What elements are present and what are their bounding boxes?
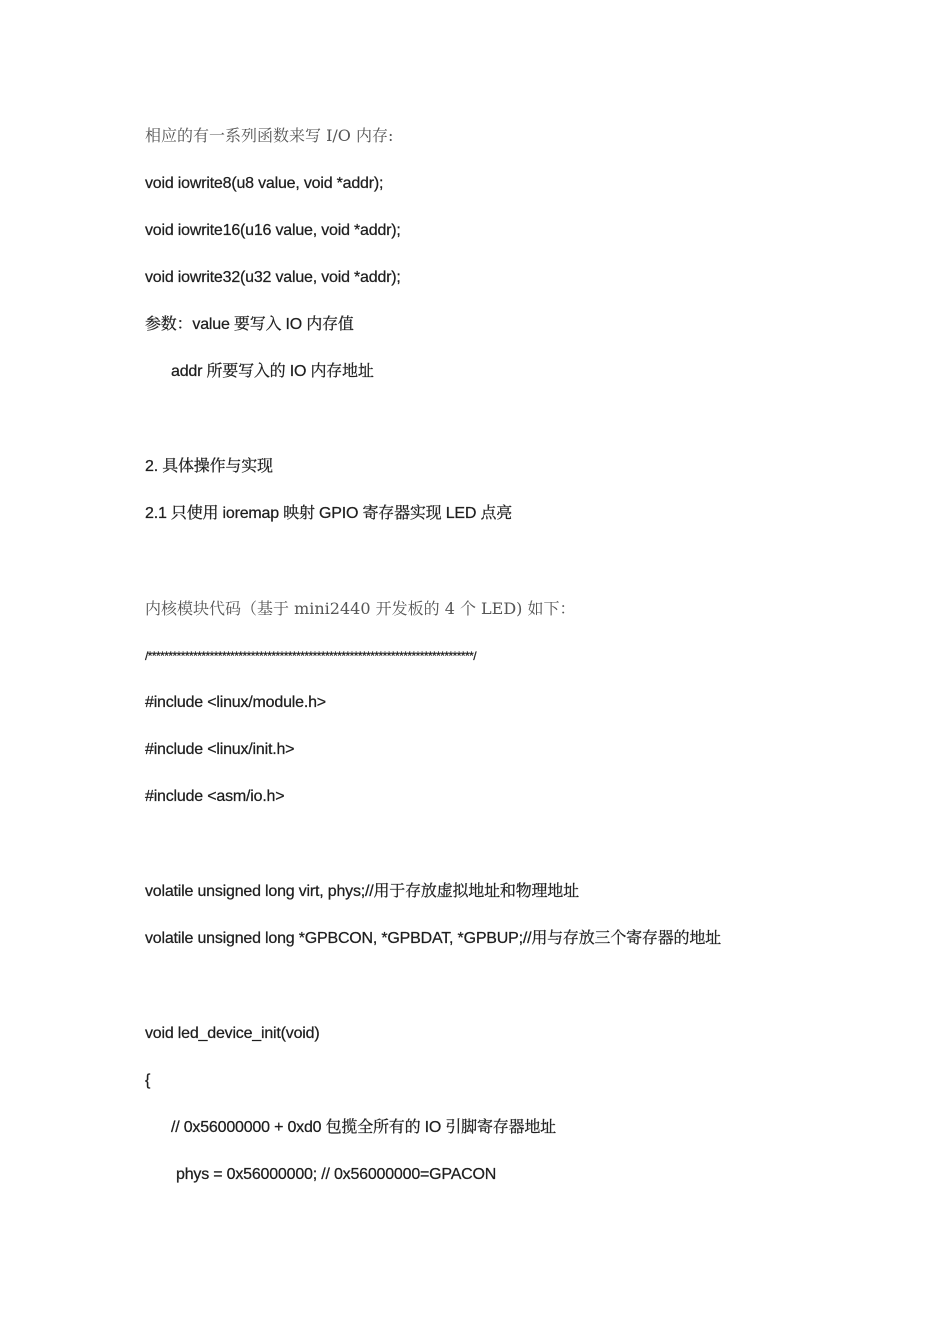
code-phys-assign: phys = 0x56000000; // 0x56000000=GPACON — [176, 1166, 497, 1183]
param-addr-text: addr 所要写入的 IO 内存地址 — [171, 363, 374, 380]
code-open-brace: { — [145, 1072, 151, 1089]
intro-text: 相应的有一系列函数来写 I/O 内存: — [145, 126, 394, 145]
subsection-heading: 2.1 只使用 ioremap 映射 GPIO 寄存器实现 LED 点亮 — [145, 505, 513, 522]
section-heading: 2. 具体操作与实现 — [145, 458, 273, 475]
comment-separator: /*******************************************************************************/ — [145, 649, 477, 663]
code-line-iowrite16: void iowrite16(u16 value, void *addr); — [145, 222, 401, 239]
code-function-signature: void led_device_init(void) — [145, 1025, 320, 1042]
code-line-iowrite32: void iowrite32(u32 value, void *addr); — [145, 269, 401, 286]
module-intro-text: 内核模块代码（基于 mini2440 开发板的 4 个 LED) 如下： — [145, 599, 576, 618]
code-include-init: #include <linux/init.h> — [145, 741, 295, 758]
param-value-text: 参数：value 要写入 IO 内存值 — [145, 316, 354, 333]
code-include-io: #include <asm/io.h> — [145, 788, 285, 805]
code-gpb-decl: volatile unsigned long *GPBCON, *GPBDAT, *GPBUP;//用与存放三个寄存器的地址 — [145, 930, 721, 947]
code-line-iowrite8: void iowrite8(u8 value, void *addr); — [145, 175, 384, 192]
code-virt-phys-decl: volatile unsigned long virt, phys;//用于存放虚拟地址和物理地址 — [145, 883, 579, 900]
code-include-module: #include <linux/module.h> — [145, 694, 326, 711]
code-comment-io-address: // 0x56000000 + 0xd0 包揽全所有的 IO 引脚寄存器地址 — [171, 1119, 556, 1136]
